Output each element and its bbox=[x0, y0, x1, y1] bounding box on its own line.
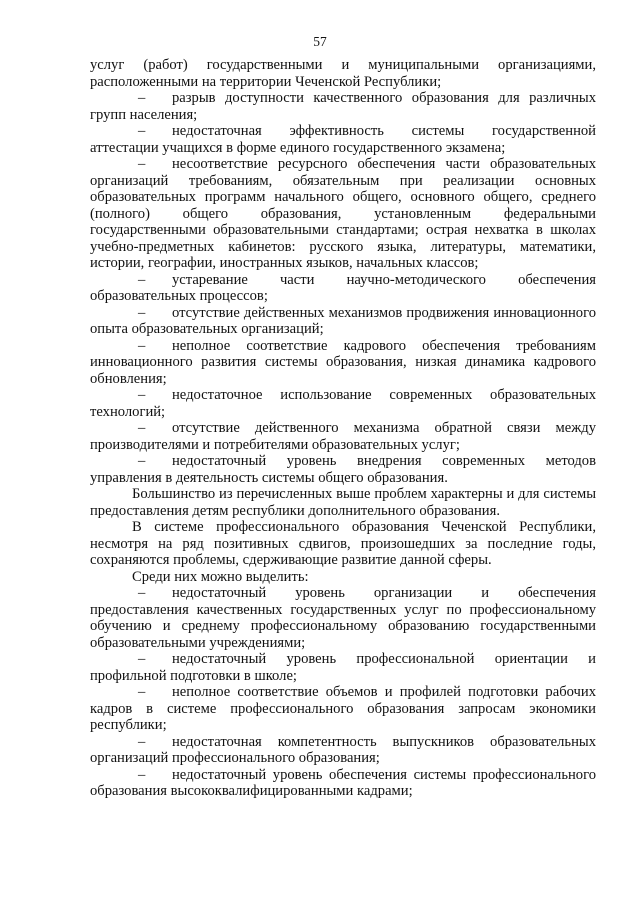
paragraph-text: недостаточный уровень обеспечения системы профессионального образования высококвалифицированными кадрами; bbox=[90, 766, 596, 799]
bullet-dash: – bbox=[138, 337, 146, 354]
bullet-item bbox=[90, 156, 596, 272]
bullet-item bbox=[90, 734, 596, 767]
bullet-item bbox=[90, 767, 596, 800]
bullet-dash: – bbox=[138, 766, 146, 783]
bullet-dash: – bbox=[138, 271, 146, 288]
bullet-dash: – bbox=[138, 420, 146, 436]
paragraph-text: неполное соответствие кадрового обеспечения требованиям инновационного развития системы образования, низкая динамика кадрового обновления; bbox=[90, 337, 596, 387]
bullet-item bbox=[90, 453, 596, 486]
paragraph-text: Большинство из перечисленных выше проблем характерны и для системы предоставления детям республики дополнительного образования. bbox=[90, 486, 596, 519]
paragraph-text: В системе профессионального образования Чеченской Республики, несмотря на ряд позитивных сдвигов, произошедших за последние годы, сохраняются проблемы, сдерживающие развитие данной сферы. bbox=[90, 519, 596, 568]
paragraph-text: разрыв доступности качественного образования для различных групп населения; bbox=[90, 90, 596, 123]
bullet-dash: – bbox=[138, 684, 146, 700]
paragraph bbox=[90, 486, 596, 519]
paragraph-text: устаревание части научно-методического обеспечения образовательных процессов; bbox=[90, 271, 596, 304]
paragraph-continuation bbox=[90, 57, 596, 90]
bullet-item bbox=[90, 387, 596, 420]
paragraph-text: недостаточный уровень профессиональной ориентации и профильной подготовки в школе; bbox=[90, 651, 596, 684]
bullet-dash: – bbox=[138, 733, 146, 750]
bullet-dash: – bbox=[138, 123, 146, 139]
paragraph-text: отсутствие действенного механизма обратной связи между производителями и потребителями образовательных услуг; bbox=[90, 420, 596, 453]
document-body bbox=[90, 57, 596, 800]
paragraph bbox=[90, 569, 596, 586]
paragraph-text: несоответствие ресурсного обеспечения части образовательных организаций требованиям, обязательным при реализации основных образовательных программ начального общего, основного общего, среднего (полного) общего образования, установленным федеральными государственными образовательными стандартами; острая нехватка в школах учебно-предметных кабинетов: русского языка, литературы, математики, истории, географии, иностранных языков, начальных классов; bbox=[90, 156, 596, 271]
page-number: 57 bbox=[313, 34, 327, 49]
bullet-dash: – bbox=[138, 90, 146, 106]
paragraph bbox=[90, 519, 596, 569]
bullet-item bbox=[90, 90, 596, 123]
bullet-dash: – bbox=[138, 156, 146, 172]
paragraph-text: недостаточная компетентность выпускников образовательных организаций профессионального образования; bbox=[90, 733, 596, 766]
paragraph-text: недостаточный уровень внедрения современных методов управления в деятельность системы общего образования. bbox=[90, 453, 596, 486]
paragraph-text: недостаточная эффективность системы государственной аттестации учащихся в форме единого государственного экзамена; bbox=[90, 123, 596, 156]
bullet-dash: – bbox=[138, 304, 146, 321]
paragraph-text: неполное соответствие объемов и профилей подготовки рабочих кадров в системе профессионального образования запросам экономики республики; bbox=[90, 684, 596, 733]
bullet-dash: – bbox=[138, 453, 146, 469]
paragraph-text: отсутствие действенных механизмов продвижения инновационного опыта образовательных организаций; bbox=[90, 304, 596, 337]
bullet-item bbox=[90, 272, 596, 305]
paragraph-text: недостаточный уровень организации и обеспечения предоставления качественных государственных услуг по профессиональному обучению и среднему профессиональному образованию государственными образовательными учреждениями; bbox=[90, 585, 596, 651]
bullet-item bbox=[90, 420, 596, 453]
paragraph-text: услуг (работ) государственными и муниципальными организациями, расположенными на территории Чеченской Республики; bbox=[90, 57, 596, 90]
bullet-item bbox=[90, 585, 596, 651]
paragraph-text: недостаточное использование современных образовательных технологий; bbox=[90, 387, 596, 420]
bullet-item bbox=[90, 338, 596, 388]
bullet-dash: – bbox=[138, 387, 146, 403]
bullet-item bbox=[90, 684, 596, 734]
bullet-dash: – bbox=[138, 585, 146, 601]
bullet-item bbox=[90, 123, 596, 156]
bullet-item bbox=[90, 305, 596, 338]
bullet-item bbox=[90, 651, 596, 684]
bullet-dash: – bbox=[138, 651, 146, 667]
paragraph-text: Среди них можно выделить: bbox=[132, 568, 309, 585]
